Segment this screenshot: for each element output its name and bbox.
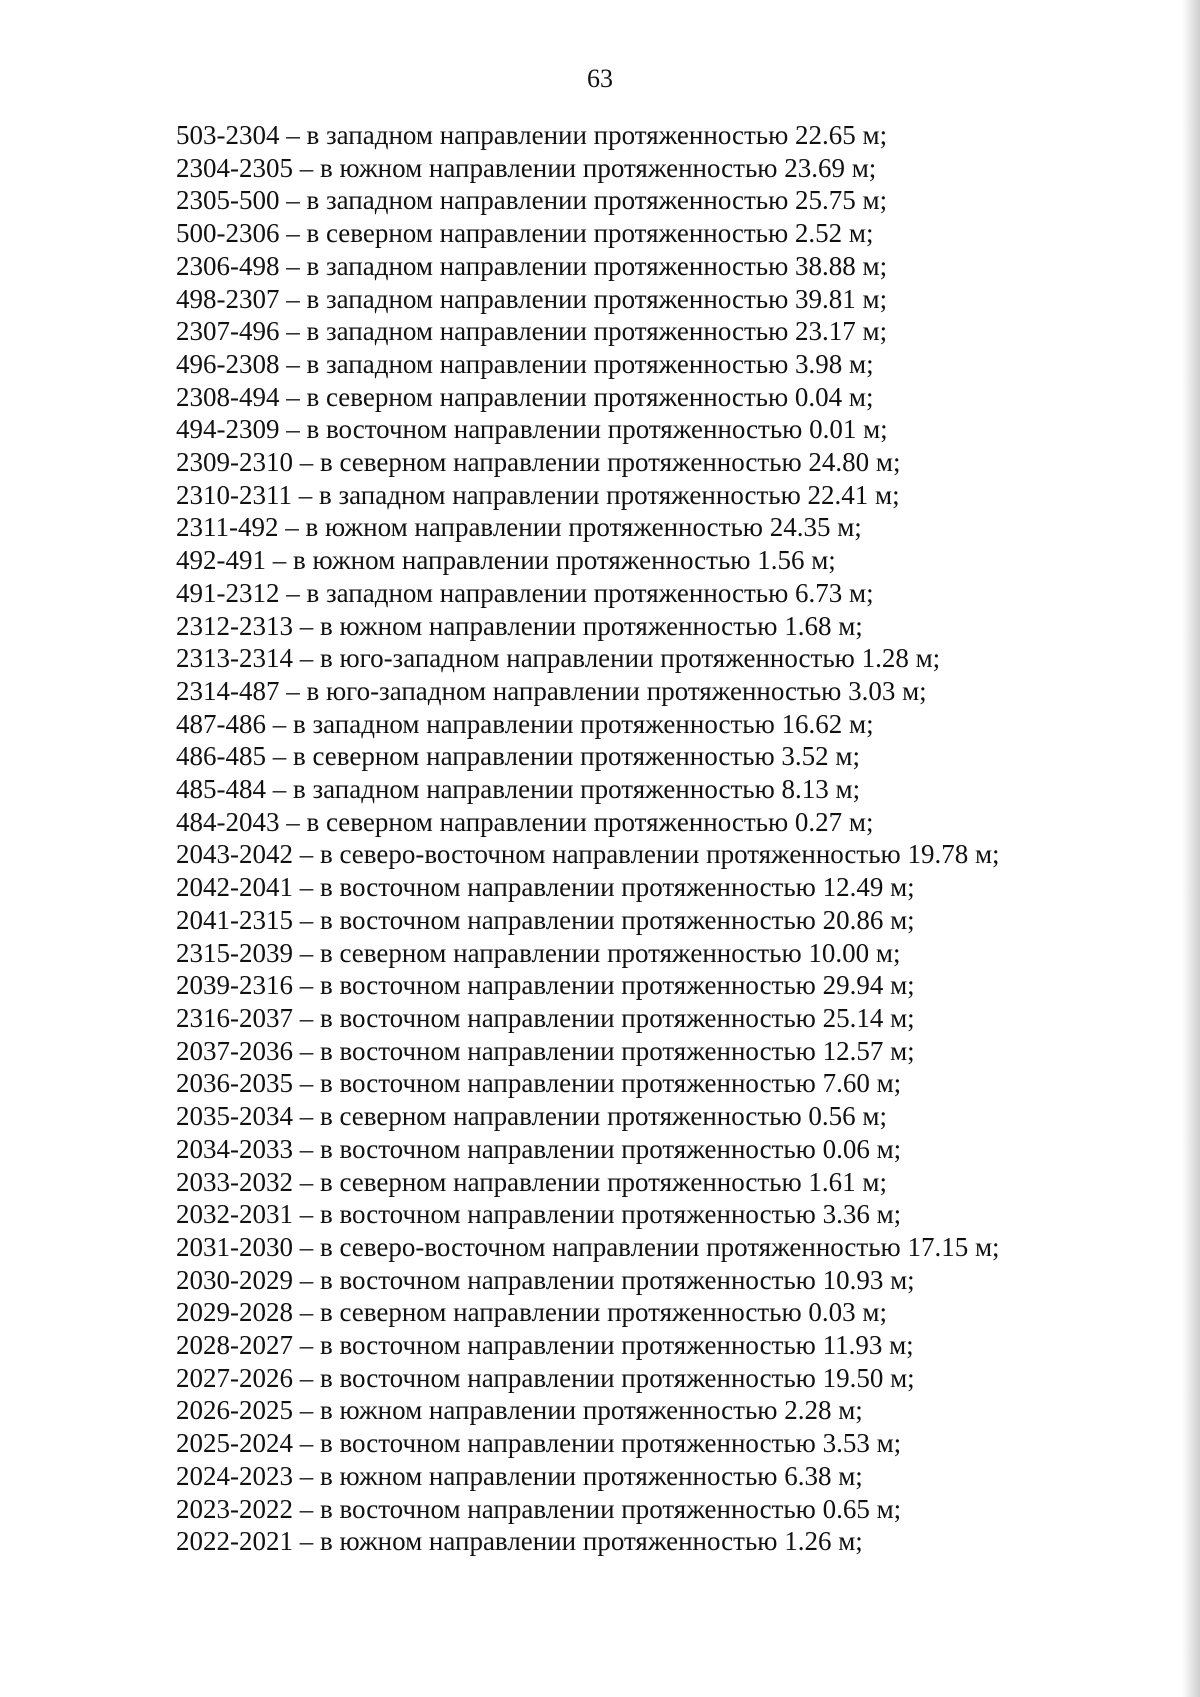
page-number: 63 [587,64,613,93]
scan-edge-shadow [1182,0,1200,1697]
boundary-segment-line: 500-2306 – в северном направлении протяженностью 2.52 м; [176,218,874,249]
boundary-segment-line: 2313-2314 – в юго-западном направлении протяженностью 1.28 м; [176,643,941,674]
boundary-segment-line: 2027-2026 – в восточном направлении протяженностью 19.50 м; [176,1362,915,1393]
boundary-segment-line: 2042-2041 – в восточном направлении протяженностью 12.49 м; [176,872,915,903]
boundary-segment-line: 494-2309 – в восточном направлении протяженностью 0.01 м; [176,414,888,445]
boundary-segment-line: 2307-496 – в западном направлении протяженностью 23.17 м; [176,316,888,347]
boundary-segment-line: 2311-492 – в южном направлении протяженностью 24.35 м; [176,512,862,543]
boundary-segment-line: 2028-2027 – в восточном направлении протяженностью 11.93 м; [176,1330,914,1361]
boundary-segment-line: 2029-2028 – в северном направлении протяженностью 0.03 м; [176,1297,888,1328]
boundary-segment-line: 2308-494 – в северном направлении протяженностью 0.04 м; [176,381,874,412]
boundary-description-list [176,119,1076,1558]
boundary-segment-line: 2305-500 – в западном направлении протяженностью 25.75 м; [176,185,888,216]
boundary-segment-line: 2039-2316 – в восточном направлении протяженностью 29.94 м; [176,970,915,1001]
boundary-segment-line: 2034-2033 – в восточном направлении протяженностью 0.06 м; [176,1133,902,1164]
boundary-segment-line: 2035-2034 – в северном направлении протяженностью 0.56 м; [176,1101,888,1132]
boundary-segment-line: 2033-2032 – в северном направлении протяженностью 1.61 м; [176,1166,888,1197]
boundary-segment-line: 484-2043 – в северном направлении протяженностью 0.27 м; [176,806,874,837]
boundary-segment-line: 2023-2022 – в восточном направлении протяженностью 0.65 м; [176,1493,902,1524]
boundary-segment-line: 503-2304 – в западном направлении протяженностью 22.65 м; [176,120,888,150]
boundary-segment-line: 2025-2024 – в восточном направлении протяженностью 3.53 м; [176,1428,902,1459]
boundary-segment-line: 2316-2037 – в восточном направлении протяженностью 25.14 м; [176,1002,915,1033]
boundary-segment-line: 2024-2023 – в южном направлении протяженностью 6.38 м; [176,1460,863,1491]
boundary-segment-line: 492-491 – в южном направлении протяженностью 1.56 м; [176,545,836,576]
boundary-segment-line: 491-2312 – в западном направлении протяженностью 6.73 м; [176,577,874,608]
boundary-segment-line: 498-2307 – в западном направлении протяженностью 39.81 м; [176,283,888,314]
boundary-segment-line: 2041-2315 – в восточном направлении протяженностью 20.86 м; [176,904,915,935]
boundary-segment-line: 2312-2313 – в южном направлении протяженностью 1.68 м; [176,610,863,641]
boundary-segment-line: 487-486 – в западном направлении протяженностью 16.62 м; [176,708,874,739]
boundary-segment-line: 496-2308 – в западном направлении протяженностью 3.98 м; [176,348,874,379]
boundary-segment-line: 2036-2035 – в восточном направлении протяженностью 7.60 м; [176,1068,902,1099]
boundary-segment-line: 2032-2031 – в восточном направлении протяженностью 3.36 м; [176,1199,902,1230]
boundary-segment-line: 2022-2021 – в южном направлении протяженностью 1.26 м; [176,1526,863,1557]
boundary-segment-line: 2037-2036 – в восточном направлении протяженностью 12.57 м; [176,1035,915,1066]
boundary-segment-line: 2304-2305 – в южном направлении протяженностью 23.69 м; [176,152,877,183]
boundary-segment-line: 486-485 – в северном направлении протяженностью 3.52 м; [176,741,861,772]
boundary-segment-line: 2031-2030 – в северо-восточном направлении протяженностью 17.15 м; [176,1231,1000,1262]
boundary-segment-line: 2310-2311 – в западном направлении протяженностью 22.41 м; [176,479,900,510]
boundary-segment-line: 2026-2025 – в южном направлении протяженностью 2.28 м; [176,1395,863,1426]
boundary-segment-line: 485-484 – в западном направлении протяженностью 8.13 м; [176,774,861,805]
boundary-segment-line: 2309-2310 – в северном направлении протяженностью 24.80 м; [176,447,901,478]
boundary-segment-line: 2030-2029 – в восточном направлении протяженностью 10.93 м; [176,1264,915,1295]
boundary-segment-line: 2314-487 – в юго-западном направлении протяженностью 3.03 м; [176,675,927,706]
boundary-segment-line: 2306-498 – в западном направлении протяженностью 38.88 м; [176,250,888,281]
boundary-segment-line: 2043-2042 – в северо-восточном направлении протяженностью 19.78 м; [176,839,1000,870]
boundary-segment-line: 2315-2039 – в северном направлении протяженностью 10.00 м; [176,937,901,968]
